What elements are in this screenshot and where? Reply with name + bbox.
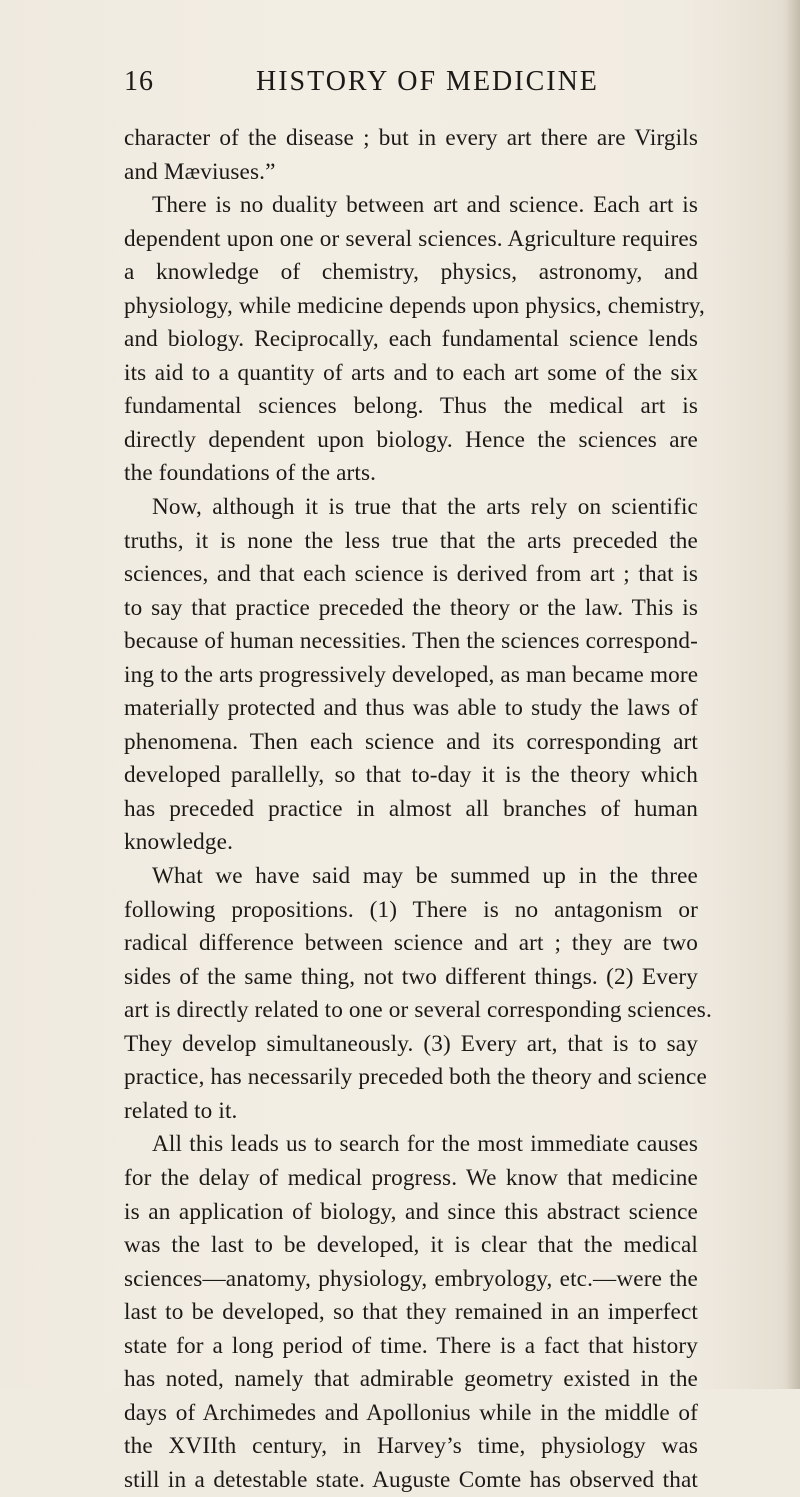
text-line: phenomena. Then each science and its corresponding art — [124, 728, 698, 755]
text-line: still in a detestable state. Auguste Comte has observed that — [124, 1466, 698, 1493]
text-line: practice, has necessarily preceded both the theory and science — [124, 1064, 707, 1091]
text-line: was the last to be developed, it is clear that the medical — [124, 1232, 698, 1259]
page-number: 16 — [124, 66, 154, 97]
text-line: physiology, while medicine depends upon physics, chemistry, — [124, 292, 705, 319]
body-text — [124, 122, 712, 1497]
text-line: materially protected and thus was able to study the laws of — [124, 695, 698, 722]
running-title: HISTORY OF MEDICINE — [256, 66, 599, 97]
text-line: art is directly related to one or several corresponding sciences. — [124, 997, 712, 1024]
text-line: is an application of biology, and since this abstract science — [124, 1198, 698, 1225]
text-line: and Mæviuses.” — [124, 158, 276, 185]
text-line: ing to the arts progressively developed, as man became more — [124, 661, 699, 688]
text-line: to say that practice preceded the theory or the law. This is — [124, 594, 698, 621]
text-line: days of Archimedes and Apollonius while in the middle of — [124, 1399, 698, 1426]
text-line: developed parallelly, so that to-day it is the theory which — [124, 762, 698, 789]
text-line: following propositions. (1) There is no antagonism or — [124, 896, 698, 923]
text-line: fundamental sciences belong. Thus the medical art is — [124, 393, 698, 420]
text-line: truths, it is none the less true that the arts preceded the — [124, 527, 698, 554]
text-line: has preceded practice in almost all branches of human — [124, 795, 698, 822]
text-line: the XVIIth century, in Harvey’s time, physiology was — [124, 1433, 698, 1460]
text-line: radical difference between science and art ; they are two — [124, 930, 698, 957]
page-edge-shadow — [786, 0, 800, 1389]
text-line: the foundations of the arts. — [124, 460, 377, 487]
text-line: and biology. Reciprocally, each fundamental science lends — [124, 326, 698, 353]
text-line: last to be developed, so that they remained in an imperfect — [124, 1299, 698, 1326]
text-line: state for a long period of time. There is a fact that history — [124, 1332, 698, 1359]
text-line: related to it. — [124, 1097, 238, 1124]
text-line: for the delay of medical progress. We know that medicine — [124, 1164, 698, 1191]
text-line: dependent upon one or several sciences. Agriculture requires — [124, 225, 698, 252]
text-line: its aid to a quantity of arts and to each art some of the six — [124, 359, 698, 386]
text-line: a knowledge of chemistry, physics, astronomy, and — [124, 259, 698, 286]
text-line: Now, although it is true that the arts rely on scientific — [152, 494, 698, 521]
text-line: character of the disease ; but in every art there are Virgils — [124, 125, 698, 151]
text-line: has noted, namely that admirable geometry existed in the — [124, 1366, 698, 1393]
text-line: sides of the same thing, not two different things. (2) Every — [124, 963, 698, 990]
text-line: They develop simultaneously. (3) Every art, that is to say — [124, 1030, 698, 1057]
page-header — [124, 66, 698, 116]
text-line: sciences, and that each science is derived from art ; that is — [124, 561, 698, 588]
text-line: What we have said may be summed up in the three — [152, 863, 698, 890]
text-line: directly dependent upon biology. Hence the sciences are — [124, 426, 698, 453]
text-line: sciences—anatomy, physiology, embryology, etc.—were the — [124, 1265, 698, 1292]
text-line: because of human necessities. Then the sciences correspond- — [124, 628, 698, 655]
text-line: All this leads us to search for the most immediate causes — [152, 1131, 698, 1158]
text-line: knowledge. — [124, 829, 234, 856]
text-line: There is no duality between art and science. Each art is — [152, 192, 698, 219]
